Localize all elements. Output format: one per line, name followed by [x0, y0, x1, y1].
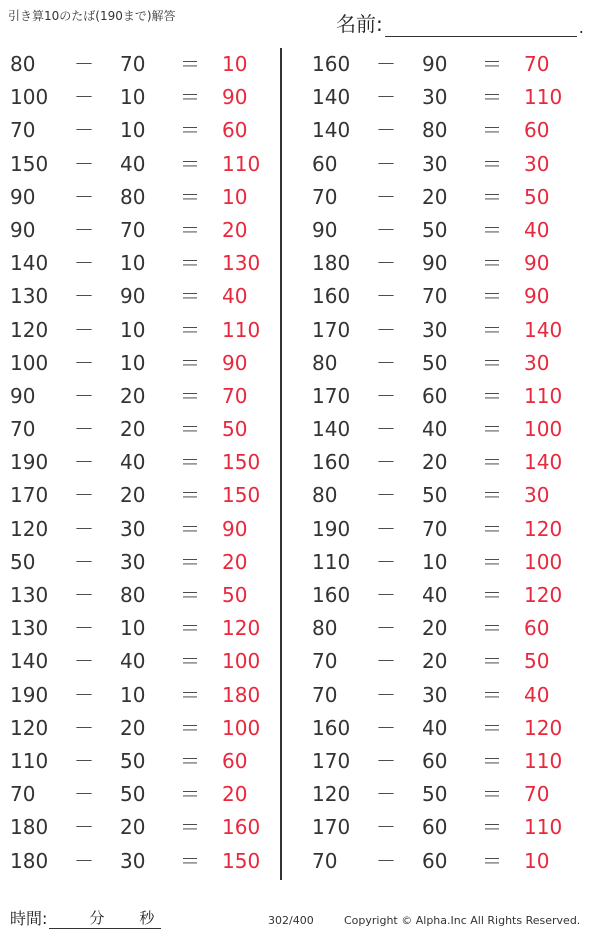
equals-sign: ＝ [180, 483, 200, 508]
answer: 100 [222, 715, 261, 740]
minuend: 80 [312, 483, 338, 508]
minus-sign: － [376, 383, 396, 408]
equals-sign: ＝ [482, 583, 502, 607]
answer: 70 [524, 782, 550, 807]
subtrahend: 90 [422, 251, 448, 276]
answer: 140 [524, 317, 563, 342]
equals-sign: ＝ [482, 52, 502, 76]
minus-sign: － [376, 516, 396, 541]
equals-sign: ＝ [180, 715, 200, 740]
minuend: 60 [312, 151, 338, 176]
subtrahend: 70 [422, 516, 448, 541]
subtrahend: 80 [120, 583, 146, 607]
equals-sign: ＝ [180, 184, 200, 209]
answer: 10 [222, 52, 248, 76]
answer: 110 [524, 748, 563, 773]
answer: 60 [222, 118, 248, 143]
equals-sign: ＝ [482, 616, 502, 641]
subtrahend: 10 [120, 350, 146, 375]
answer: 90 [222, 85, 248, 110]
minuend: 80 [312, 350, 338, 375]
answer: 30 [524, 151, 550, 176]
minuend: 70 [10, 118, 36, 143]
minus-sign: － [376, 616, 396, 641]
equals-sign: ＝ [180, 748, 200, 773]
minus-sign: － [74, 483, 94, 508]
answer: 150 [222, 450, 261, 475]
equals-sign: ＝ [482, 317, 502, 342]
answer: 10 [524, 848, 550, 873]
answer: 90 [524, 284, 550, 309]
answer: 120 [524, 583, 563, 607]
minus-sign: － [376, 417, 396, 442]
minuend: 150 [10, 151, 49, 176]
subtrahend: 40 [422, 715, 448, 740]
minuend: 160 [312, 52, 351, 76]
name-blank-line [385, 14, 577, 37]
minus-sign: － [74, 848, 94, 873]
minus-sign: － [376, 118, 396, 143]
answer: 60 [524, 616, 550, 641]
name-field [336, 8, 584, 37]
subtrahend: 60 [422, 383, 448, 408]
answer: 130 [222, 251, 261, 276]
minus-sign: － [74, 217, 94, 242]
minuend: 80 [10, 52, 36, 76]
equals-sign: ＝ [482, 549, 502, 574]
answer: 20 [222, 217, 248, 242]
subtrahend: 40 [120, 649, 146, 674]
minus-sign: － [74, 383, 94, 408]
equals-sign: ＝ [482, 815, 502, 840]
minus-sign: － [376, 848, 396, 873]
subtrahend: 50 [422, 350, 448, 375]
minuend: 70 [10, 417, 36, 442]
equals-sign: ＝ [180, 583, 200, 607]
copyright-notice: Copyright © Alpha.Inc All Rights Reserved. [344, 914, 581, 927]
minuend: 90 [10, 383, 36, 408]
minus-sign: － [74, 52, 94, 76]
subtrahend: 80 [120, 184, 146, 209]
minus-sign: － [376, 317, 396, 342]
minus-sign: － [376, 682, 396, 707]
minuend: 90 [10, 217, 36, 242]
minuend: 100 [10, 85, 49, 110]
answer: 110 [222, 317, 261, 342]
subtrahend: 20 [120, 383, 146, 408]
subtrahend: 30 [120, 516, 146, 541]
answer: 10 [222, 184, 248, 209]
minuend: 170 [312, 815, 351, 840]
subtrahend: 70 [120, 52, 146, 76]
minuend: 70 [312, 649, 338, 674]
minutes-label: 分 [89, 909, 105, 927]
subtrahend: 30 [422, 317, 448, 342]
minuend: 100 [10, 350, 49, 375]
subtrahend: 10 [120, 682, 146, 707]
equals-sign: ＝ [482, 516, 502, 541]
minuend: 140 [10, 649, 49, 674]
minuend: 140 [312, 118, 351, 143]
subtrahend: 10 [120, 118, 146, 143]
subtrahend: 40 [422, 583, 448, 607]
equals-sign: ＝ [180, 649, 200, 674]
answer: 90 [524, 251, 550, 276]
minuend: 110 [10, 748, 49, 773]
subtrahend: 10 [422, 549, 448, 574]
subtrahend: 70 [120, 217, 146, 242]
equals-sign: ＝ [180, 151, 200, 176]
equals-sign: ＝ [180, 317, 200, 342]
minuend: 170 [312, 748, 351, 773]
equals-sign: ＝ [482, 848, 502, 873]
equals-sign: ＝ [482, 748, 502, 773]
answer: 70 [222, 383, 248, 408]
time-field [10, 906, 161, 929]
minus-sign: － [376, 748, 396, 773]
equals-sign: ＝ [482, 151, 502, 176]
subtrahend: 50 [422, 217, 448, 242]
minus-sign: － [74, 118, 94, 143]
worksheet-title: 引き算10のたば(190まで)解答 [8, 9, 176, 23]
minuend: 180 [312, 251, 351, 276]
answer: 20 [222, 549, 248, 574]
subtrahend: 10 [120, 251, 146, 276]
answer: 110 [222, 151, 261, 176]
equals-sign: ＝ [482, 782, 502, 807]
minus-sign: － [376, 583, 396, 607]
answer: 50 [222, 417, 248, 442]
subtrahend: 10 [120, 616, 146, 641]
minuend: 50 [10, 549, 36, 574]
minuend: 120 [10, 317, 49, 342]
minus-sign: － [74, 815, 94, 840]
subtrahend: 30 [422, 85, 448, 110]
answer: 50 [524, 649, 550, 674]
subtrahend: 40 [422, 417, 448, 442]
equals-sign: ＝ [482, 284, 502, 309]
answer: 50 [222, 583, 248, 607]
equals-sign: ＝ [482, 350, 502, 375]
subtrahend: 30 [422, 151, 448, 176]
minuend: 70 [10, 782, 36, 807]
subtrahend: 20 [120, 815, 146, 840]
subtrahend: 20 [120, 483, 146, 508]
minus-sign: － [376, 85, 396, 110]
equals-sign: ＝ [482, 417, 502, 442]
minus-sign: － [376, 217, 396, 242]
equals-sign: ＝ [180, 682, 200, 707]
subtrahend: 70 [422, 284, 448, 309]
minuend: 120 [10, 715, 49, 740]
minuend: 170 [10, 483, 49, 508]
answer: 140 [524, 450, 563, 475]
subtrahend: 50 [120, 748, 146, 773]
equals-sign: ＝ [180, 118, 200, 143]
minuend: 160 [312, 450, 351, 475]
minus-sign: － [74, 450, 94, 475]
subtrahend: 90 [120, 284, 146, 309]
minuend: 90 [10, 184, 36, 209]
answer: 110 [524, 85, 563, 110]
minuend: 160 [312, 715, 351, 740]
name-label: 名前: [336, 12, 383, 36]
minus-sign: － [74, 649, 94, 674]
minuend: 120 [312, 782, 351, 807]
answer: 30 [524, 483, 550, 508]
subtrahend: 20 [422, 184, 448, 209]
subtrahend: 60 [422, 815, 448, 840]
answer: 60 [222, 748, 248, 773]
minus-sign: － [376, 649, 396, 674]
minuend: 130 [10, 284, 49, 309]
minuend: 190 [10, 450, 49, 475]
equals-sign: ＝ [482, 682, 502, 707]
minus-sign: － [376, 815, 396, 840]
equals-sign: ＝ [180, 251, 200, 276]
equals-sign: ＝ [482, 184, 502, 209]
minus-sign: － [74, 682, 94, 707]
minus-sign: － [376, 715, 396, 740]
equals-sign: ＝ [180, 616, 200, 641]
minuend: 180 [10, 815, 49, 840]
equals-sign: ＝ [180, 549, 200, 574]
subtrahend: 20 [422, 649, 448, 674]
minuend: 140 [10, 251, 49, 276]
answer: 100 [524, 417, 563, 442]
equals-sign: ＝ [180, 85, 200, 110]
minus-sign: － [74, 417, 94, 442]
equals-sign: ＝ [482, 483, 502, 508]
equals-sign: ＝ [482, 450, 502, 475]
answer: 50 [524, 184, 550, 209]
answer: 40 [222, 284, 248, 309]
answer: 20 [222, 782, 248, 807]
answer: 60 [524, 118, 550, 143]
equals-sign: ＝ [482, 85, 502, 110]
minus-sign: － [74, 748, 94, 773]
answer: 70 [524, 52, 550, 76]
equals-sign: ＝ [180, 516, 200, 541]
answer: 90 [222, 516, 248, 541]
minus-sign: － [376, 184, 396, 209]
minuend: 130 [10, 583, 49, 607]
subtrahend: 50 [422, 483, 448, 508]
minuend: 70 [312, 848, 338, 873]
minuend: 160 [312, 583, 351, 607]
minus-sign: － [376, 251, 396, 276]
minuend: 80 [312, 616, 338, 641]
answer: 40 [524, 682, 550, 707]
answer: 160 [222, 815, 261, 840]
equals-sign: ＝ [180, 52, 200, 76]
subtrahend: 90 [422, 52, 448, 76]
minus-sign: － [74, 85, 94, 110]
minuend: 90 [312, 217, 338, 242]
equals-sign: ＝ [180, 217, 200, 242]
minus-sign: － [376, 782, 396, 807]
minuend: 180 [10, 848, 49, 873]
minuend: 120 [10, 516, 49, 541]
name-dot: . [578, 18, 584, 37]
minus-sign: － [376, 450, 396, 475]
minus-sign: － [74, 317, 94, 342]
equals-sign: ＝ [180, 815, 200, 840]
equals-sign: ＝ [180, 284, 200, 309]
subtrahend: 50 [422, 782, 448, 807]
equals-sign: ＝ [180, 782, 200, 807]
time-blank-line [49, 908, 161, 929]
minus-sign: － [74, 350, 94, 375]
minus-sign: － [74, 616, 94, 641]
minus-sign: － [74, 516, 94, 541]
seconds-label: 秒 [139, 909, 155, 927]
answer: 100 [222, 649, 261, 674]
subtrahend: 20 [120, 715, 146, 740]
page-number: 302/400 [268, 914, 314, 927]
subtrahend: 40 [120, 450, 146, 475]
minuend: 70 [312, 184, 338, 209]
equals-sign: ＝ [180, 417, 200, 442]
equals-sign: ＝ [180, 350, 200, 375]
subtrahend: 80 [422, 118, 448, 143]
minus-sign: － [74, 583, 94, 607]
subtrahend: 20 [120, 417, 146, 442]
minus-sign: － [74, 782, 94, 807]
answer: 30 [524, 350, 550, 375]
minuend: 130 [10, 616, 49, 641]
answer: 90 [222, 350, 248, 375]
subtrahend: 50 [120, 782, 146, 807]
minus-sign: － [74, 251, 94, 276]
time-label: 時間: [10, 909, 48, 928]
answer: 150 [222, 483, 261, 508]
minuend: 170 [312, 383, 351, 408]
equals-sign: ＝ [482, 251, 502, 276]
subtrahend: 30 [422, 682, 448, 707]
minuend: 140 [312, 85, 351, 110]
answer: 150 [222, 848, 261, 873]
minus-sign: － [376, 549, 396, 574]
minuend: 140 [312, 417, 351, 442]
minuend: 160 [312, 284, 351, 309]
minuend: 110 [312, 549, 351, 574]
minus-sign: － [376, 52, 396, 76]
minus-sign: － [74, 151, 94, 176]
minus-sign: － [376, 350, 396, 375]
answer: 120 [222, 616, 261, 641]
answer: 120 [524, 715, 563, 740]
equals-sign: ＝ [482, 217, 502, 242]
equals-sign: ＝ [180, 450, 200, 475]
minuend: 70 [312, 682, 338, 707]
minus-sign: － [376, 483, 396, 508]
subtrahend: 20 [422, 616, 448, 641]
answer: 180 [222, 682, 261, 707]
equals-sign: ＝ [482, 383, 502, 408]
equals-sign: ＝ [482, 715, 502, 740]
minuend: 190 [10, 682, 49, 707]
subtrahend: 30 [120, 549, 146, 574]
minuend: 170 [312, 317, 351, 342]
equals-sign: ＝ [180, 383, 200, 408]
minus-sign: － [376, 151, 396, 176]
equals-sign: ＝ [180, 848, 200, 873]
subtrahend: 10 [120, 317, 146, 342]
minus-sign: － [74, 715, 94, 740]
equals-sign: ＝ [482, 649, 502, 674]
subtrahend: 60 [422, 748, 448, 773]
subtrahend: 30 [120, 848, 146, 873]
subtrahend: 40 [120, 151, 146, 176]
minuend: 190 [312, 516, 351, 541]
answer: 40 [524, 217, 550, 242]
minus-sign: － [74, 284, 94, 309]
answer: 100 [524, 549, 563, 574]
answer: 120 [524, 516, 563, 541]
answer: 110 [524, 815, 563, 840]
subtrahend: 10 [120, 85, 146, 110]
minus-sign: － [74, 184, 94, 209]
answer: 110 [524, 383, 563, 408]
equals-sign: ＝ [482, 118, 502, 143]
minus-sign: － [74, 549, 94, 574]
subtrahend: 20 [422, 450, 448, 475]
subtrahend: 60 [422, 848, 448, 873]
minus-sign: － [376, 284, 396, 309]
